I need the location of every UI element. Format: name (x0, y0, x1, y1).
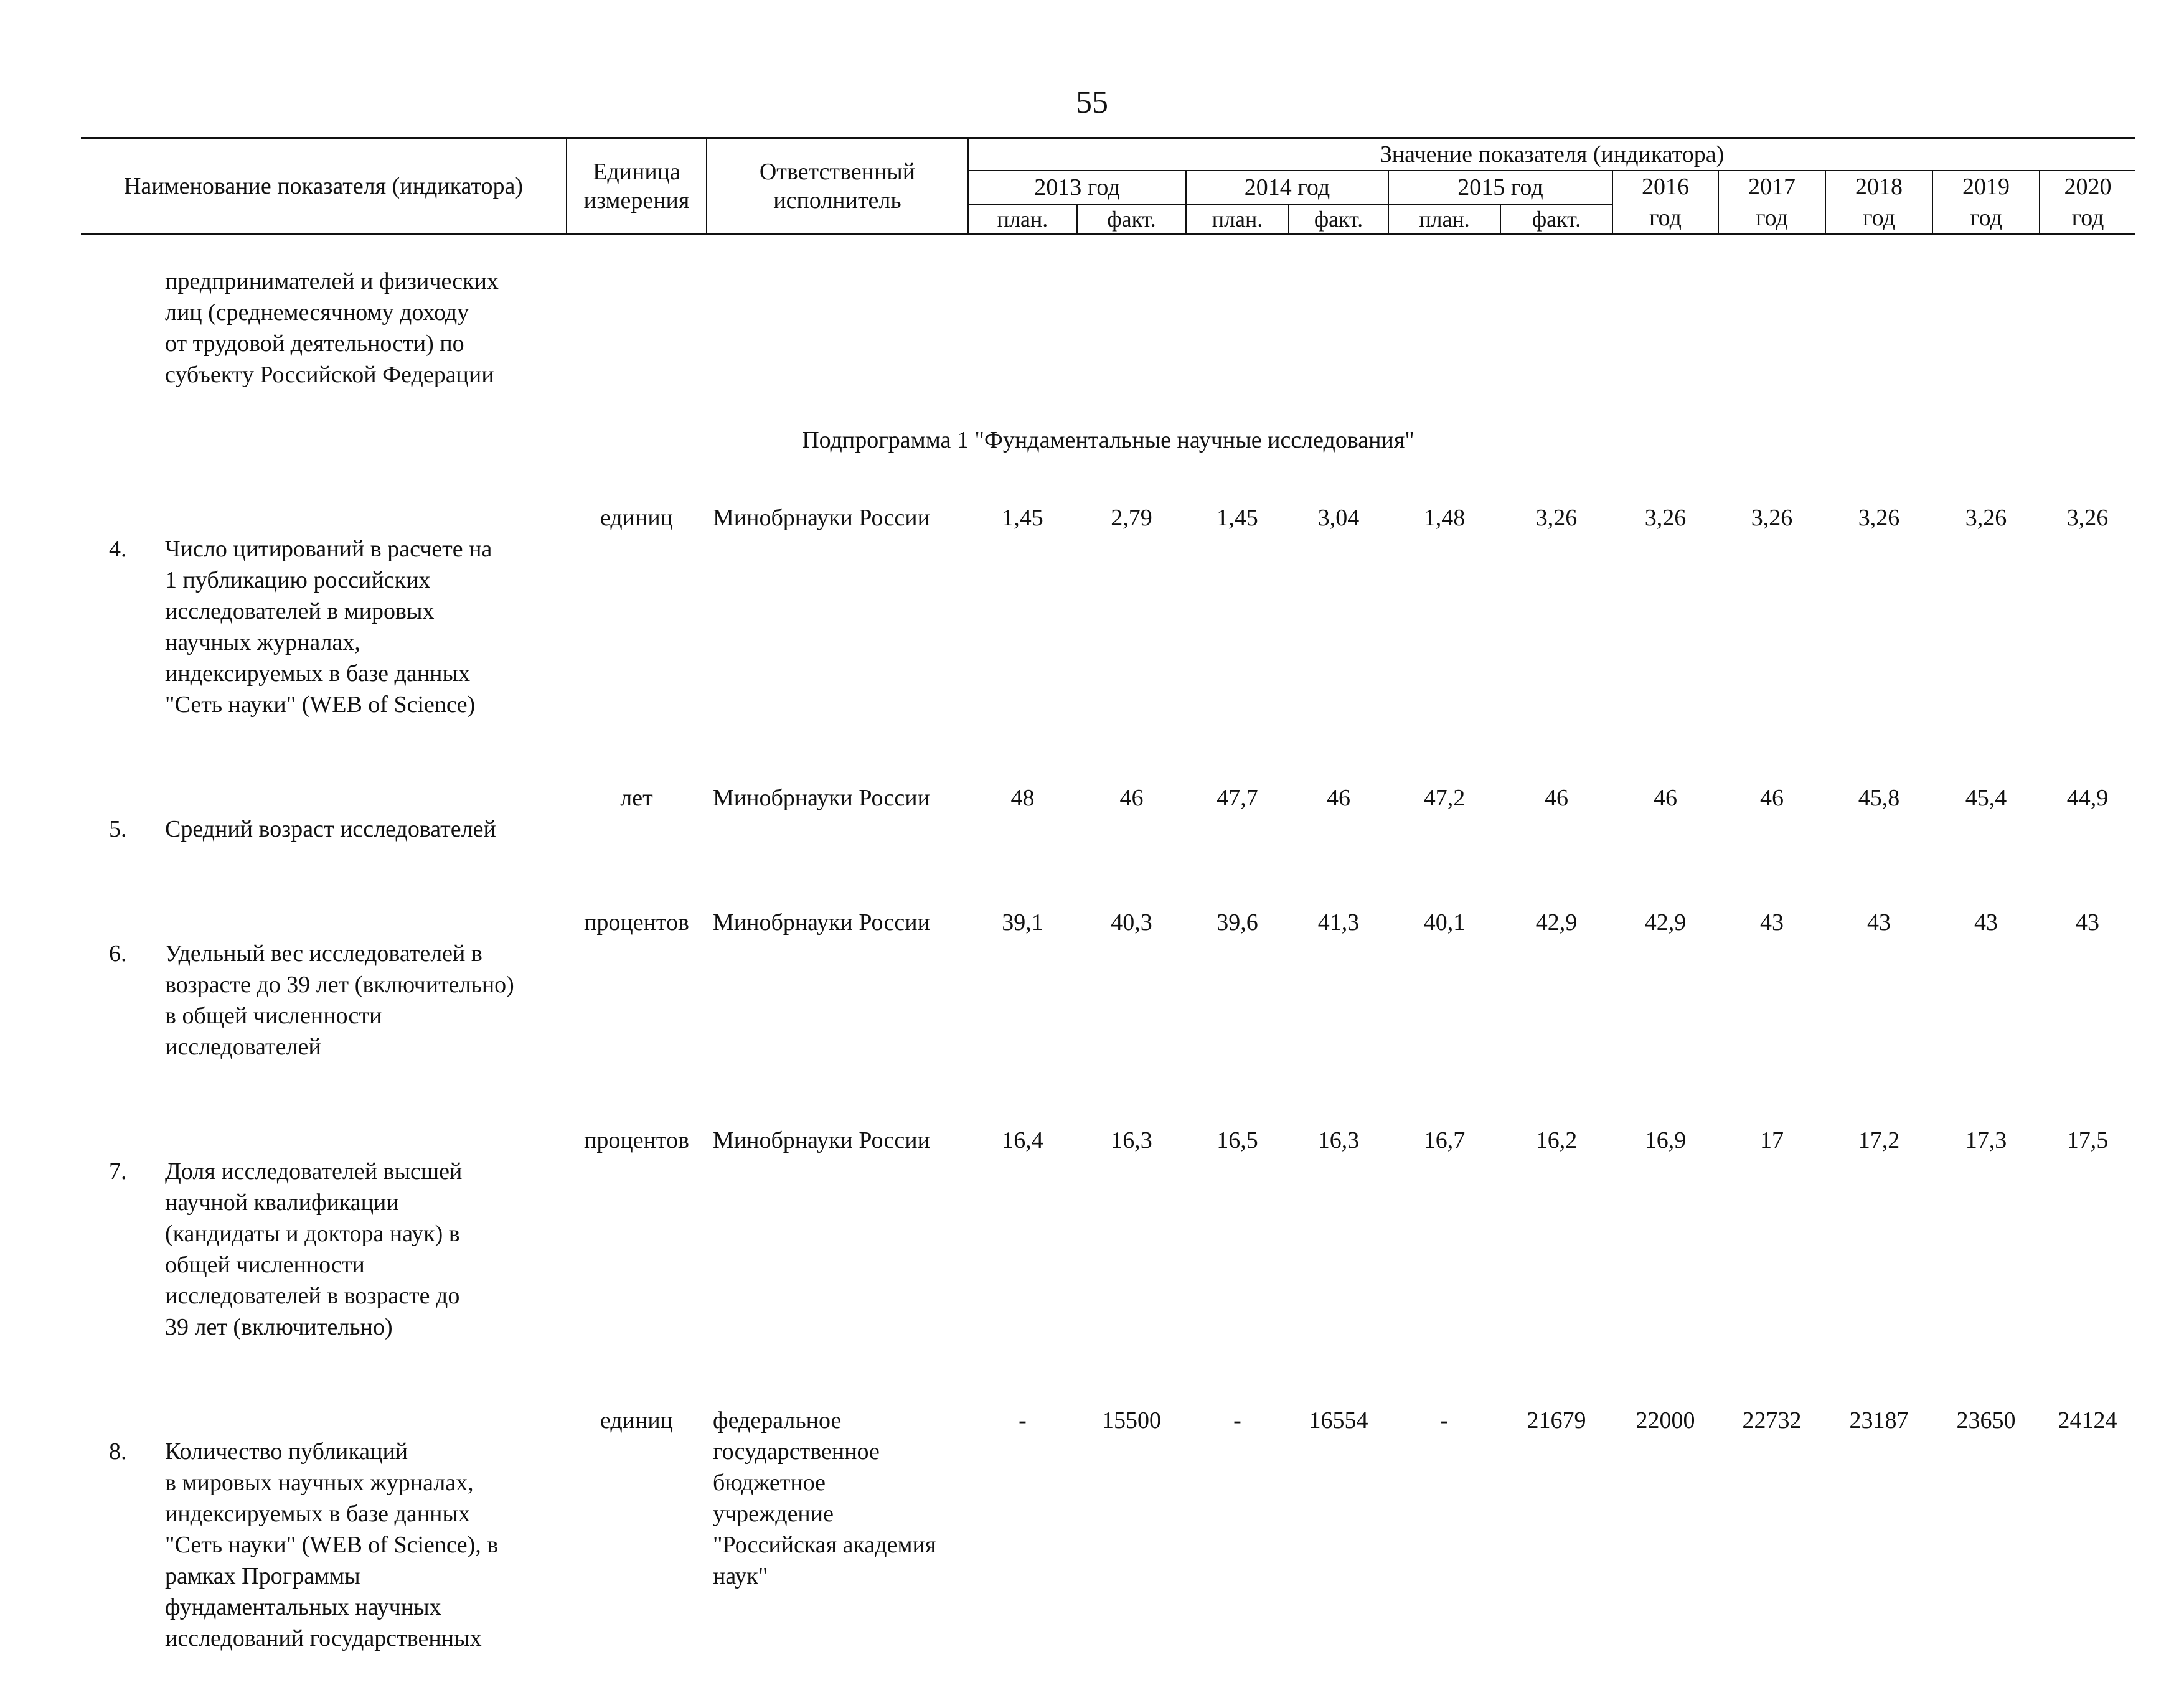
value-2013-fact: 40,3 (1111, 909, 1152, 936)
value-2013-fact: 2,79 (1111, 505, 1152, 531)
header-year-2020: 2020 год (2040, 171, 2135, 234)
header-2015-fact: факт. (1500, 204, 1612, 234)
value-2017: 17 (1760, 1127, 1784, 1153)
value-2015-plan: - (1440, 1407, 1449, 1434)
value-2018: 3,26 (1858, 505, 1900, 531)
value-2013-plan: 1,45 (1002, 505, 1043, 531)
value-2013-fact: 16,3 (1111, 1127, 1152, 1153)
value-2015-fact: 21679 (1527, 1407, 1586, 1434)
header-year-2019: 2019 год (1932, 171, 2040, 234)
value-2015-plan: 47,2 (1423, 785, 1466, 811)
row-name-cell (81, 1374, 567, 1685)
row-name: Число цитирований в расчете на 1 публикацию российских исследователей в мировых научных журналах, индексируемых в базе данных "Сеть науки" (WEB of Science) (165, 536, 492, 718)
header-name: Наименование показателя (индикатора) (81, 138, 567, 235)
header-year-2013: 2013 год (968, 171, 1186, 204)
header-2013-plan: план. (968, 204, 1077, 234)
row-number: 8. (109, 1439, 127, 1465)
subprogram-title: Подпрограмма 1 "Фундаментальные научные исследования" (802, 427, 1414, 453)
continuation-text: предпринимателей и физических лиц (среднемесячному доходу от трудовой деятельности) по субъекту Российской Федерации (165, 268, 499, 388)
value-2016: 3,26 (1644, 505, 1687, 531)
value-2013-fact: 15500 (1102, 1407, 1161, 1434)
row-unit: единиц (600, 1407, 674, 1434)
row-number: 4. (109, 536, 127, 562)
value-2018: 45,8 (1858, 785, 1900, 811)
page-number: 55 (1076, 85, 1108, 120)
value-2017: 43 (1760, 909, 1784, 936)
value-2018: 17,2 (1858, 1127, 1900, 1153)
header-year-2015: 2015 год (1388, 171, 1612, 204)
row-name: Доля исследователей высшей научной квалификации (кандидаты и доктора наук) в общей численности исследователей в возрасте до 39 лет (включительно) (165, 1158, 463, 1340)
table-row (81, 471, 2135, 751)
header-2015-plan: план. (1388, 204, 1500, 234)
value-2016: 16,9 (1644, 1127, 1687, 1153)
row-unit: процентов (584, 1127, 689, 1153)
row-executor: Минобрнауки России (713, 909, 930, 936)
value-2015-fact: 3,26 (1535, 505, 1578, 531)
row-unit: процентов (584, 909, 689, 936)
header-executor: Ответственный исполнитель (707, 138, 968, 235)
row-executor: федеральное государственное бюджетное учреждение "Российская академия наук" (713, 1407, 936, 1589)
value-2020: 24124 (2058, 1407, 2117, 1434)
value-2013-plan: 16,4 (1002, 1127, 1043, 1153)
value-2020: 3,26 (2066, 505, 2109, 531)
value-2014-fact: 41,3 (1317, 909, 1360, 936)
value-2017: 3,26 (1751, 505, 1793, 531)
value-2018: 43 (1867, 909, 1891, 936)
value-2014-fact: 3,04 (1317, 505, 1360, 531)
value-2014-plan: 39,6 (1217, 909, 1258, 936)
header-value-group: Значение показателя (индикатора) (968, 138, 2135, 171)
value-2014-fact: 16,3 (1317, 1127, 1360, 1153)
value-2013-fact: 46 (1119, 785, 1144, 811)
value-2014-fact: 16554 (1309, 1407, 1368, 1434)
value-2020: 43 (2076, 909, 2099, 936)
header-2013-fact: факт. (1077, 204, 1186, 234)
value-2014-plan: 47,7 (1217, 785, 1258, 811)
value-2015-fact: 16,2 (1535, 1127, 1578, 1153)
value-2018: 23187 (1849, 1407, 1909, 1434)
indicators-table (81, 137, 2135, 1685)
value-2019: 45,4 (1965, 785, 2007, 811)
value-2015-plan: 1,48 (1423, 505, 1466, 531)
value-2019: 23650 (1956, 1407, 2016, 1434)
header-year-2017: 2017 год (1718, 171, 1825, 234)
header-unit: Единица измерения (567, 138, 707, 235)
value-2014-plan: 1,45 (1217, 505, 1258, 531)
header-year-2014: 2014 год (1186, 171, 1388, 204)
header-2014-plan: план. (1186, 204, 1289, 234)
table-row (81, 876, 2135, 1094)
value-2015-fact: 42,9 (1535, 909, 1578, 936)
value-2020: 17,5 (2066, 1127, 2109, 1153)
header-2014-fact: факт. (1289, 204, 1388, 234)
row-name-cell (81, 876, 567, 1094)
table-row (81, 751, 2135, 876)
table-row (81, 1374, 2135, 1685)
header-year-2018: 2018 год (1825, 171, 1932, 234)
row-number: 7. (109, 1158, 127, 1185)
value-2013-plan: 39,1 (1002, 909, 1043, 936)
row-name-cell (81, 751, 567, 876)
table-header (81, 138, 2135, 235)
value-2015-plan: 40,1 (1423, 909, 1466, 936)
value-2016: 42,9 (1644, 909, 1687, 936)
header-year-2016: 2016 год (1612, 171, 1718, 234)
value-2015-fact: 46 (1545, 785, 1568, 811)
row-number: 6. (109, 941, 127, 967)
value-2015-plan: 16,7 (1423, 1127, 1466, 1153)
value-2014-plan: - (1233, 1407, 1241, 1434)
row-name-cell (81, 1094, 567, 1374)
value-2019: 43 (1974, 909, 1998, 936)
row-unit: единиц (600, 505, 674, 531)
value-2013-plan: 48 (1010, 785, 1035, 811)
table-row (81, 1094, 2135, 1374)
value-2019: 3,26 (1965, 505, 2007, 531)
row-name: Количество публикаций в мировых научных журналах, индексируемых в базе данных "Сеть науки" (WEB of Science), в рамках Программы фундаментальных научных исследований государственных (165, 1439, 499, 1651)
row-executor: Минобрнауки России (713, 505, 930, 531)
value-2017: 46 (1760, 785, 1784, 811)
row-name: Средний возраст исследователей (165, 816, 496, 842)
value-2020: 44,9 (2066, 785, 2109, 811)
value-2014-plan: 16,5 (1217, 1127, 1258, 1153)
row-name: Удельный вес исследователей в возрасте до 39 лет (включительно) в общей численности исследователей (165, 941, 514, 1060)
continuation-row (81, 234, 2135, 390)
row-executor: Минобрнауки России (713, 785, 930, 811)
value-2013-plan: - (1019, 1407, 1027, 1434)
value-2019: 17,3 (1965, 1127, 2007, 1153)
row-number: 5. (109, 816, 127, 842)
value-2017: 22732 (1742, 1407, 1802, 1434)
subprogram-row (81, 390, 2135, 471)
value-2016: 46 (1654, 785, 1677, 811)
row-name-cell (81, 471, 567, 751)
value-2016: 22000 (1636, 1407, 1695, 1434)
value-2014-fact: 46 (1327, 785, 1350, 811)
table-body (81, 234, 2135, 1685)
row-executor: Минобрнауки России (713, 1127, 930, 1153)
row-unit: лет (620, 785, 653, 811)
